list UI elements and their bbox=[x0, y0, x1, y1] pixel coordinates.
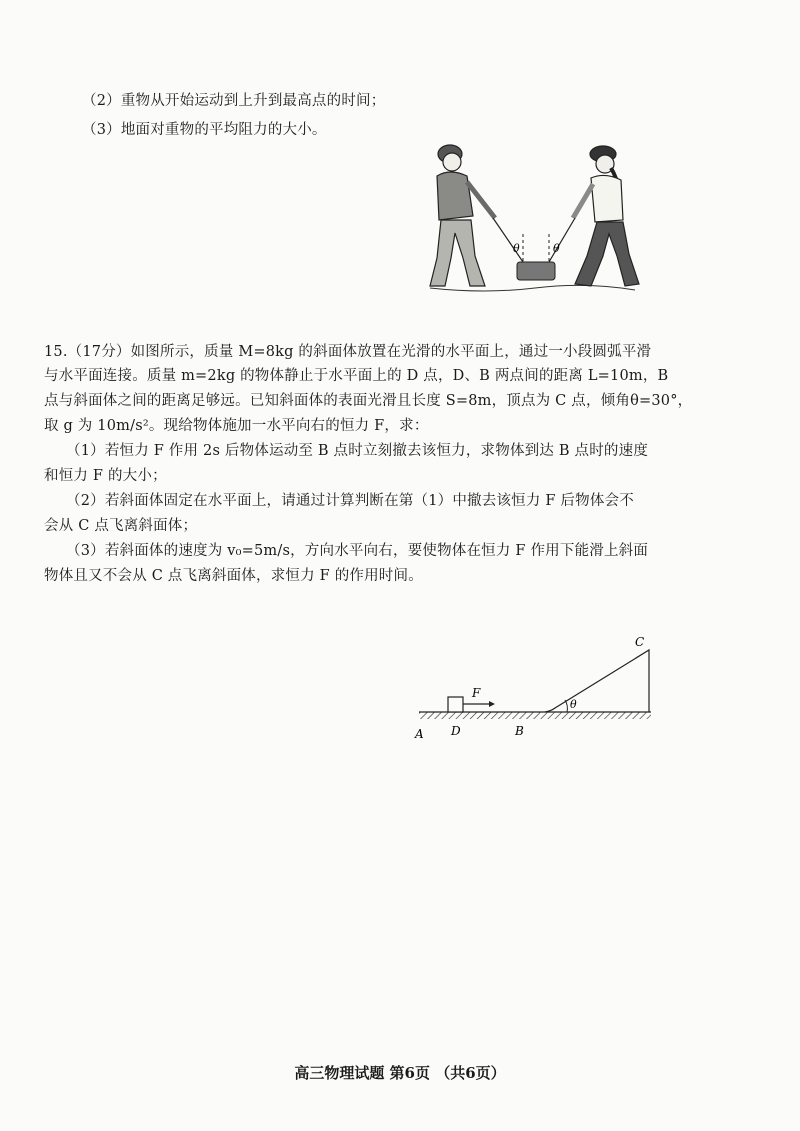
theta-label: θ bbox=[570, 698, 577, 711]
right-person-illustration bbox=[573, 146, 639, 286]
question-2: （2）重物从开始运动到上升到最高点的时间； bbox=[82, 93, 386, 109]
problem15-sub2-line2: 会从 C 点飞离斜面体； bbox=[44, 518, 198, 534]
page-footer: 高三物理试题 第6页 （共6页） bbox=[294, 1064, 506, 1082]
problem15-intro-line4: 取 g 为 10m/s²。现给物体施加一水平向右的恒力 F，求： bbox=[44, 418, 429, 434]
question-3: （3）地面对重物的平均阻力的大小。 bbox=[82, 122, 327, 138]
angle-label-right: θ bbox=[553, 242, 560, 255]
problem15-intro-line2: 与水平面连接。质量 m=2kg 的物体静止于水平面上的 D 点，D、B 两点间的距离 L=10m，B bbox=[44, 368, 669, 384]
ground-hatching bbox=[419, 712, 651, 719]
point-label-B: B bbox=[515, 724, 524, 738]
force-label: F bbox=[472, 686, 481, 700]
point-label-C: C bbox=[635, 635, 645, 649]
problem15-sub2-line1: （2）若斜面体固定在水平面上，请通过计算判断在第（1）中撤去该恒力 F 后物体会不 bbox=[66, 493, 634, 509]
angle-label-left: θ bbox=[513, 242, 520, 255]
force-arrowhead bbox=[489, 701, 495, 707]
problem15-intro-line1: 15.（17分）如图所示，质量 M=8kg 的斜面体放置在光滑的水平面上，通过一小段圆弧平滑 bbox=[44, 344, 652, 360]
incline-body bbox=[545, 650, 649, 712]
left-person-illustration bbox=[430, 145, 495, 286]
point-label-D: D bbox=[451, 724, 461, 738]
problem15-intro-line3: 点与斜面体之间的距离足够远。已知斜面体的表面光滑且长度 S=8m，顶点为 C 点，倾角θ=30°， bbox=[44, 393, 693, 409]
block bbox=[448, 697, 463, 712]
problem15-sub1-line2: 和恒力 F 的大小； bbox=[44, 468, 167, 484]
pulling-weight-figure bbox=[425, 138, 640, 300]
problem15-sub3-line1: （3）若斜面体的速度为 v₀=5m/s，方向水平向右，要使物体在恒力 F 作用下能滑上斜面 bbox=[66, 543, 649, 559]
weight-block bbox=[517, 262, 555, 280]
point-label-A: A bbox=[415, 727, 424, 741]
problem15-sub3-line2: 物体且又不会从 C 点飞离斜面体，求恒力 F 的作用时间。 bbox=[44, 568, 423, 584]
incline-diagram bbox=[405, 628, 675, 750]
problem15-sub1-line1: （1）若恒力 F 作用 2s 后物体运动至 B 点时立刻撤去该恒力，求物体到达 B 点时的速度 bbox=[66, 443, 649, 459]
